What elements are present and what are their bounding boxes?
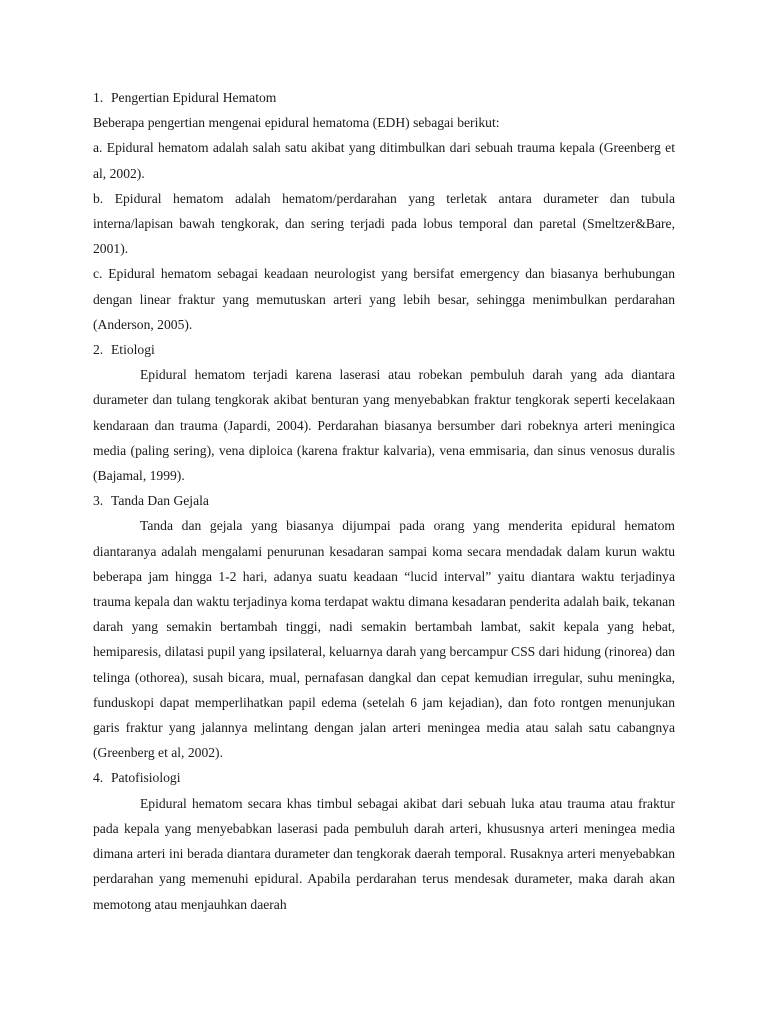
section-intro-1: Beberapa pengertian mengenai epidural hematoma (EDH) sebagai berikut: (93, 115, 500, 131)
section-title-2: Etiologi (111, 342, 155, 358)
section-number-2: 2. (93, 342, 104, 358)
section-number-1: 1. (93, 90, 104, 105)
section-paragraph-4: Epidural hematom secara khas timbul sebagai akibat dari sebuah luka atau trauma atau fraktur pada kepala yang menyebabkan laserasi pada pembuluh darah arteri, khususnya arteri meningea media dimana arteri ini berada diantara durameter dan tengkorak daerah temporal. Rusaknya arteri menyebabkan perdarahan yang memenuhi epidural. Apabila perdarahan terus mendesak durameter, maka darah akan memotong atau menjauhkan daerah (93, 795, 675, 912)
section-paragraph-2: Epidural hematom terjadi karena laserasi atau robekan pembuluh darah yang ada diantara durameter dan tulang tengkorak akibat benturan yang menyebabkan fraktur tengkorak seperti kecelakaan kendaraan dan trauma (Japardi, 2004). Perdarahan biasanya bersumber dari robeknya arteri meningica media (paling sering), vena diploica (karena fraktur kalvaria), vena emmisaria, dan sinus venosus duralis (Bajamal, 1999). (93, 367, 675, 484)
section-paragraph-3: Tanda dan gejala yang biasanya dijumpai pada orang yang menderita epidural hematom diantaranya adalah mengalami penurunan kesadaran sampai koma secara mendadak dalam kurun waktu beberapa jam hingga 1-2 hari, adanya suatu keadaan “lucid interval” yaitu diantara waktu terjadinya trauma kepala dan waktu terjadinya koma terdapat waktu dimana kesadaran penderita adalah baik, tekanan darah yang semakin bertambah tinggi, nadi semakin bertambah lambat, sakit kepala yang hebat, hemiparesis, dilatasi pupil yang ipsilateral, keluarnya darah yang bercampur CSS dari hidung (rinorea) dan telinga (othorea), susah bicara, mual, pernafasan dangkal dan cepat kemudian irregular, suhu meningka, funduskopi dapat memperlihatkan papil edema (setelah 6 jam kejadian), dan foto rontgen menunjukan garis fraktur yang jalannya melintang dengan jalan arteri meningea media atau salah satu cabangnya (Greenberg et al, 2002). (93, 518, 675, 761)
section-title-4: Patofisiologi (111, 770, 181, 786)
section-heading-2 (93, 337, 675, 362)
section-heading-1 (93, 85, 675, 110)
section-heading-4 (93, 765, 675, 790)
definition-item-c: c. Epidural hematom sebagai keadaan neurologist yang bersifat emergency dan biasanya berhubungan dengan linear fraktur yang memutuskan arteri yang lebih besar, sehingga menimbulkan perdarahan (Anderson, 2005). (93, 266, 675, 332)
document-page (93, 85, 675, 917)
section-title-1: Pengertian Epidural Hematom (111, 90, 277, 105)
section-number-4: 4. (93, 770, 104, 786)
section-heading-3 (93, 488, 675, 513)
definition-item-a: a. Epidural hematom adalah salah satu akibat yang ditimbulkan dari sebuah trauma kepala (Greenberg et al, 2002). (93, 140, 675, 181)
section-title-3: Tanda Dan Gejala (111, 493, 209, 509)
definition-item-b: b. Epidural hematom adalah hematom/perdarahan yang terletak antara durameter dan tubula interna/lapisan bawah tengkorak, dan sering terjadi pada lobus temporal dan paretal (Smeltzer&Bare, 2001). (93, 190, 675, 257)
section-number-3: 3. (93, 493, 104, 509)
